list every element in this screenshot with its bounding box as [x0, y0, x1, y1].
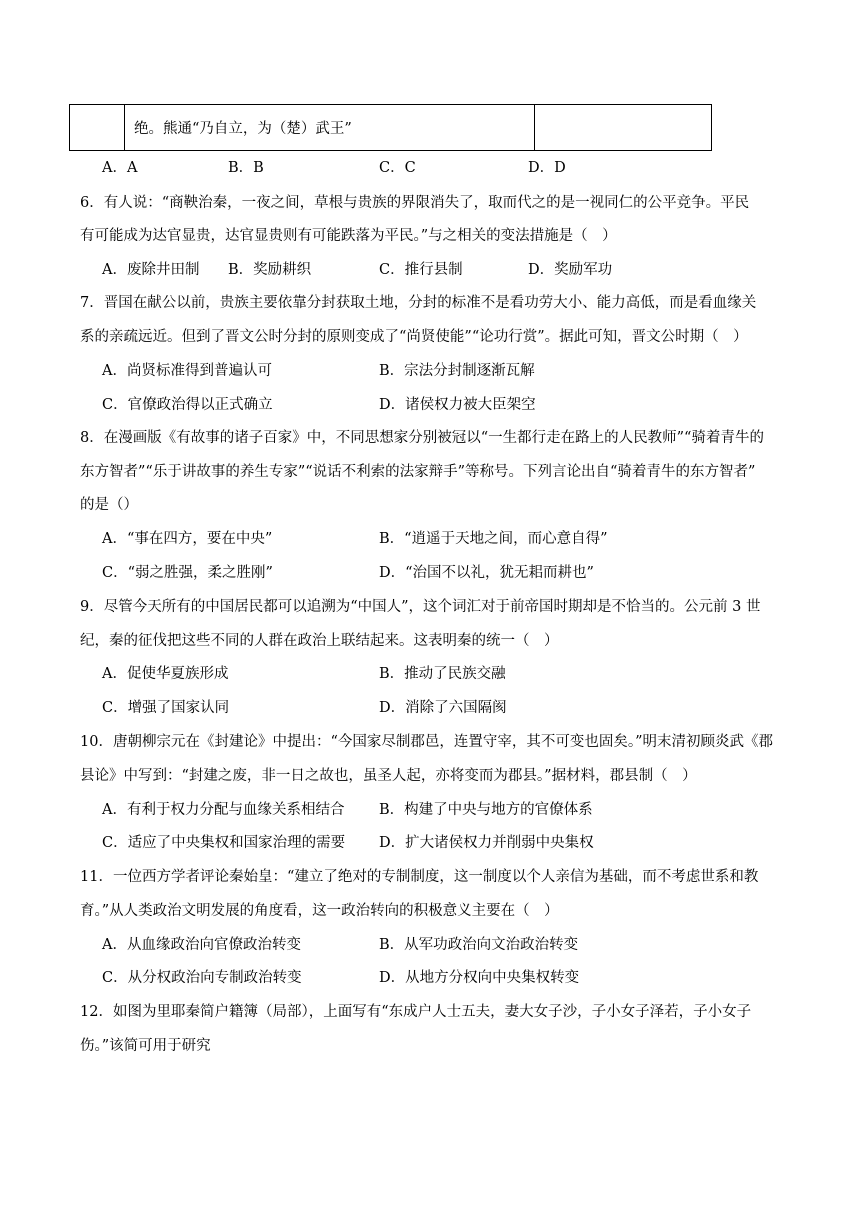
q8-option-d: D．“治国不以礼，犹无耜而耕也”	[379, 565, 594, 581]
q9-stem-line-1: 9．尽管今天所有的中国居民都可以追溯为“中国人”，这个词汇对于前帝国时期却是不恰当的。公元前 3 世	[80, 599, 761, 615]
q8-option-b: B．“逍遥于天地之间，而心意自得”	[379, 531, 608, 547]
q11-stem-line-1: 11．一位西方学者评论秦始皇：“建立了绝对的专制制度，这一制度以个人亲信为基础，而不考虑世系和教	[80, 869, 759, 885]
q8-stem-line-2: 东方智者”“乐于讲故事的养生专家”“说话不利索的法家辩手”等称号。下列言论出自“骑着青牛的东方智者”	[80, 464, 756, 480]
q11-option-c: C．从分权政治向专制政治转变	[102, 970, 302, 986]
q9-option-d: D．消除了六国隔阂	[379, 700, 507, 716]
table-cell-empty	[535, 105, 712, 151]
q8-option-a: A．“事在四方，要在中央”	[102, 531, 273, 547]
q7-stem-line-1: 7．晋国在献公以前，贵族主要依靠分封获取土地，分封的标准不是看功劳大小、能力高低，而是看血缘关	[80, 295, 757, 311]
q7-option-d: D．诸侯权力被大臣架空	[379, 397, 536, 413]
q10-option-b: B．构建了中央与地方的官僚体系	[379, 802, 593, 818]
q9-stem-line-2: 纪，秦的征伐把这些不同的人群在政治上联结起来。这表明秦的统一（ ）	[80, 633, 559, 649]
q11-option-a: A．从血缘政治向官僚政治转变	[102, 937, 301, 953]
q5-option-c: C．C	[379, 160, 416, 176]
q11-stem-line-2: 育。”从人类政治文明发展的角度看，这一政治转向的积极意义主要在（ ）	[80, 903, 559, 919]
q10-stem-line-1: 10．唐朝柳宗元在《封建论》中提出：“今国家尽制郡邑，连置守宰，其不可变也固矣。”明末清初顾炎武《郡	[80, 734, 774, 750]
q9-option-c: C．增强了国家认同	[102, 700, 230, 716]
q10-option-a: A．有利于权力分配与血缘关系相结合	[102, 802, 345, 818]
q7-option-c: C．官僚政治得以正式确立	[102, 397, 273, 413]
q7-stem-line-2: 系的亲疏远近。但到了晋文公时分封的原则变成了“尚贤使能”“论功行赏”。据此可知，晋文公时期（ ）	[80, 329, 748, 345]
q6-option-a: A．废除井田制	[102, 262, 200, 278]
q7-option-b: B．宗法分封制逐渐瓦解	[379, 363, 535, 379]
table-row	[70, 105, 712, 151]
q8-stem-line-3: 的是（）	[80, 497, 138, 513]
q7-option-a: A．尚贤标准得到普遍认可	[102, 363, 272, 379]
q6-option-b: B．奖励耕织	[228, 262, 312, 278]
q11-option-b: B．从军功政治向文治政治转变	[379, 937, 579, 953]
q12-stem-line-1: 12．如图为里耶秦简户籍簿（局部），上面写有“东成户人士五夫，妻大女子沙，子小女子泽若，子小女子	[80, 1004, 752, 1020]
q6-stem-line-2: 有可能成为达官显贵，达官显贵则有可能跌落为平民。”与之相关的变法措施是（ ）	[80, 228, 617, 244]
q8-stem-line-1: 8．在漫画版《有故事的诸子百家》中，不同思想家分别被冠以“一生都行走在路上的人民教师”“骑着青牛的	[80, 430, 764, 446]
q6-option-c: C．推行县制	[379, 262, 463, 278]
q10-option-c: C．适应了中央集权和国家治理的需要	[102, 835, 346, 851]
q9-option-b: B．推动了民族交融	[379, 666, 506, 682]
q5-option-d: D．D	[528, 160, 566, 176]
q9-option-a: A．促使华夏族形成	[102, 666, 229, 682]
q10-stem-line-2: 县论》中写到：“封建之废，非一日之故也，虽圣人起，亦将变而为郡县。”据材料，郡县制（ ）	[80, 768, 697, 784]
q5-option-a: A．A	[102, 160, 138, 176]
question-5-table-fragment	[69, 104, 712, 151]
q6-stem-line-1: 6．有人说：“商鞅治秦，一夜之间，草根与贵族的界限消失了，取而代之的是一视同仁的公平竞争。平民	[80, 195, 750, 211]
q6-option-d: D．奖励军功	[528, 262, 613, 278]
q8-option-c: C．“弱之胜强，柔之胜刚”	[102, 565, 273, 581]
q5-option-b: B．B	[228, 160, 264, 176]
q11-option-d: D．从地方分权向中央集权转变	[379, 970, 580, 986]
q10-option-d: D．扩大诸侯权力并削弱中央集权	[379, 835, 594, 851]
table-cell-empty	[70, 105, 125, 151]
table-cell-text: 绝。熊通“乃自立，为（楚）武王”	[125, 105, 535, 151]
q12-stem-line-2: 伤。”该简可用于研究	[80, 1038, 211, 1054]
